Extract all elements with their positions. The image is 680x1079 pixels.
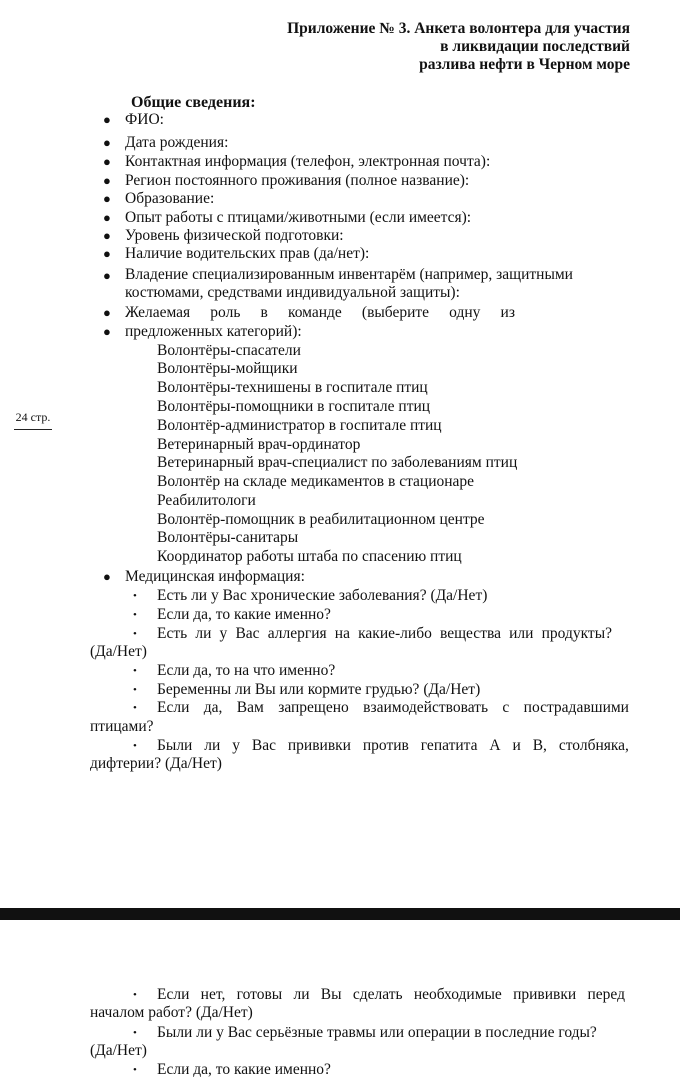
word: Есть <box>157 625 188 642</box>
word: готовы <box>236 986 283 1003</box>
bullet-icon: ● <box>103 305 111 320</box>
word: сделать <box>352 986 403 1003</box>
word: с <box>502 699 510 716</box>
word: В, <box>532 737 547 754</box>
word: да, <box>203 699 223 716</box>
word: Желаемая <box>125 304 191 321</box>
bullet-icon: ● <box>103 191 111 206</box>
word: продукты? <box>541 625 612 642</box>
medical-question: Если да, то какие именно? <box>157 606 331 623</box>
role-question-continuation: предложенных категорий): <box>125 323 302 340</box>
category-item: Координатор работы штаба по спасению птиц <box>157 548 462 565</box>
section-title: Общие сведения: <box>131 94 256 111</box>
medical-question-continuation: дифтерии? (Да/Нет) <box>90 755 222 772</box>
word: необходимые <box>413 986 502 1003</box>
category-item: Волонтёры-мойщики <box>157 360 298 377</box>
medical-question: Есть ли у Вас хронические заболевания? (Да/Нет) <box>157 587 488 604</box>
bullet-icon: ● <box>103 569 111 584</box>
word: и <box>512 737 521 754</box>
medical-question <box>157 625 612 643</box>
medical-question: Если да, то какие именно? <box>157 1061 331 1078</box>
bullet-icon: ● <box>103 135 111 150</box>
bullet-icon: • <box>133 628 137 640</box>
medical-question: Беременны ли Вы или кормите грудью? (Да/Нет) <box>157 681 481 698</box>
word: пострадавшими <box>523 699 629 716</box>
list-item-continuation: костюмами, средствами индивидуальной защиты): <box>125 284 460 301</box>
medical-question-continuation: (Да/Нет) <box>90 1042 147 1059</box>
medical-section-title: Медицинская информация: <box>125 568 305 585</box>
word: ли <box>293 986 310 1003</box>
bullet-icon: ● <box>103 112 111 127</box>
bullet-icon: ● <box>103 154 111 169</box>
word: Вас <box>251 737 276 754</box>
word: столбняка, <box>558 737 629 754</box>
category-item: Волонтёры-помощники в госпитале птиц <box>157 398 431 415</box>
list-item: Регион постоянного проживания (полное название): <box>125 172 470 189</box>
page-number: 24 стр. <box>14 410 52 430</box>
list-item: Дата рождения: <box>125 134 229 151</box>
category-item: Ветеринарный врач-ординатор <box>157 436 361 453</box>
word: аллергия <box>267 625 327 642</box>
header-line-2: в ликвидации последствий <box>440 38 630 55</box>
list-item: ФИО: <box>125 111 164 128</box>
header-line-1: Приложение № 3. Анкета волонтера для участия <box>287 20 630 37</box>
word: ли <box>204 737 221 754</box>
list-item: Образование: <box>125 190 215 207</box>
medical-question-continuation: началом работ? (Да/Нет) <box>90 1004 253 1021</box>
bullet-icon: ● <box>103 228 111 243</box>
bullet-icon: • <box>133 590 137 602</box>
word: взаимодействовать <box>363 699 489 716</box>
role-question-line <box>125 304 515 322</box>
word: из <box>500 304 515 321</box>
word: или <box>509 625 534 642</box>
word: на <box>334 625 350 642</box>
bullet-icon: • <box>133 1027 137 1039</box>
category-item: Волонтёр-администратор в госпитале птиц <box>157 417 442 434</box>
page-divider <box>0 908 680 920</box>
word: ли <box>195 625 212 642</box>
word: какие-либо <box>358 625 432 642</box>
document-page-2 <box>0 920 680 1077</box>
category-item: Волонтёр на складе медикаментов в стационаре <box>157 473 475 490</box>
medical-question-continuation: (Да/Нет) <box>90 643 147 660</box>
medical-question <box>157 699 629 717</box>
medical-question: Если да, то на что именно? <box>157 662 336 679</box>
word: Если <box>157 986 190 1003</box>
word: А <box>489 737 501 754</box>
category-item: Волонтёры-технишены в госпитале птиц <box>157 379 428 396</box>
bullet-icon: ● <box>103 210 111 225</box>
medical-question <box>157 986 625 1004</box>
word: Вас <box>235 625 260 642</box>
word: в <box>260 304 268 321</box>
category-item: Волонтёры-спасатели <box>157 342 301 359</box>
bullet-icon: • <box>133 1064 137 1076</box>
list-item: Уровень физической подготовки: <box>125 227 344 244</box>
bullet-icon: ● <box>103 246 111 261</box>
word: гепатита <box>420 737 478 754</box>
word: против <box>362 737 409 754</box>
category-item: Волонтёр-помощник в реабилитационном центре <box>157 511 485 528</box>
list-item: Опыт работы с птицами/животными (если имеется): <box>125 209 472 226</box>
word: (выберите <box>361 304 430 321</box>
word: запрещено <box>278 699 349 716</box>
bullet-icon: ● <box>103 268 111 283</box>
bullet-icon: ● <box>103 324 111 339</box>
word: у <box>232 737 240 754</box>
word: Если <box>157 699 190 716</box>
word: прививки <box>287 737 351 754</box>
word: роль <box>210 304 241 321</box>
word: Вы <box>320 986 342 1003</box>
word: у <box>219 625 228 642</box>
word: команде <box>287 304 342 321</box>
category-item: Волонтёры-санитары <box>157 529 299 546</box>
category-item: Реабилитологи <box>157 492 256 509</box>
list-item: Контактная информация (телефон, электронная почта): <box>125 153 491 170</box>
medical-question-continuation: птицами? <box>90 718 154 735</box>
word: нет, <box>200 986 226 1003</box>
word: одну <box>449 304 481 321</box>
bullet-icon: • <box>133 989 137 1001</box>
bullet-icon: • <box>133 609 137 621</box>
list-item: Наличие водительских прав (да/нет): <box>125 245 370 262</box>
list-item: Владение специализированным инвентарём (например, защитными <box>125 266 573 283</box>
header-line-3: разлива нефти в Черном море <box>419 56 630 73</box>
word: Вам <box>236 699 264 716</box>
word: Были <box>157 737 193 754</box>
word: прививки <box>513 986 577 1003</box>
bullet-icon: • <box>133 702 137 714</box>
word: перед <box>587 986 625 1003</box>
bullet-icon: • <box>133 684 137 696</box>
bullet-icon: ● <box>103 173 111 188</box>
bullet-icon: • <box>133 740 137 752</box>
word: вещества <box>440 625 501 642</box>
medical-question: Были ли у Вас серьёзные травмы или операции в последние годы? <box>157 1024 597 1041</box>
document-header <box>287 20 630 74</box>
category-item: Ветеринарный врач-специалист по заболеваниям птиц <box>157 454 518 471</box>
medical-question <box>157 737 629 755</box>
bullet-icon: • <box>133 665 137 677</box>
